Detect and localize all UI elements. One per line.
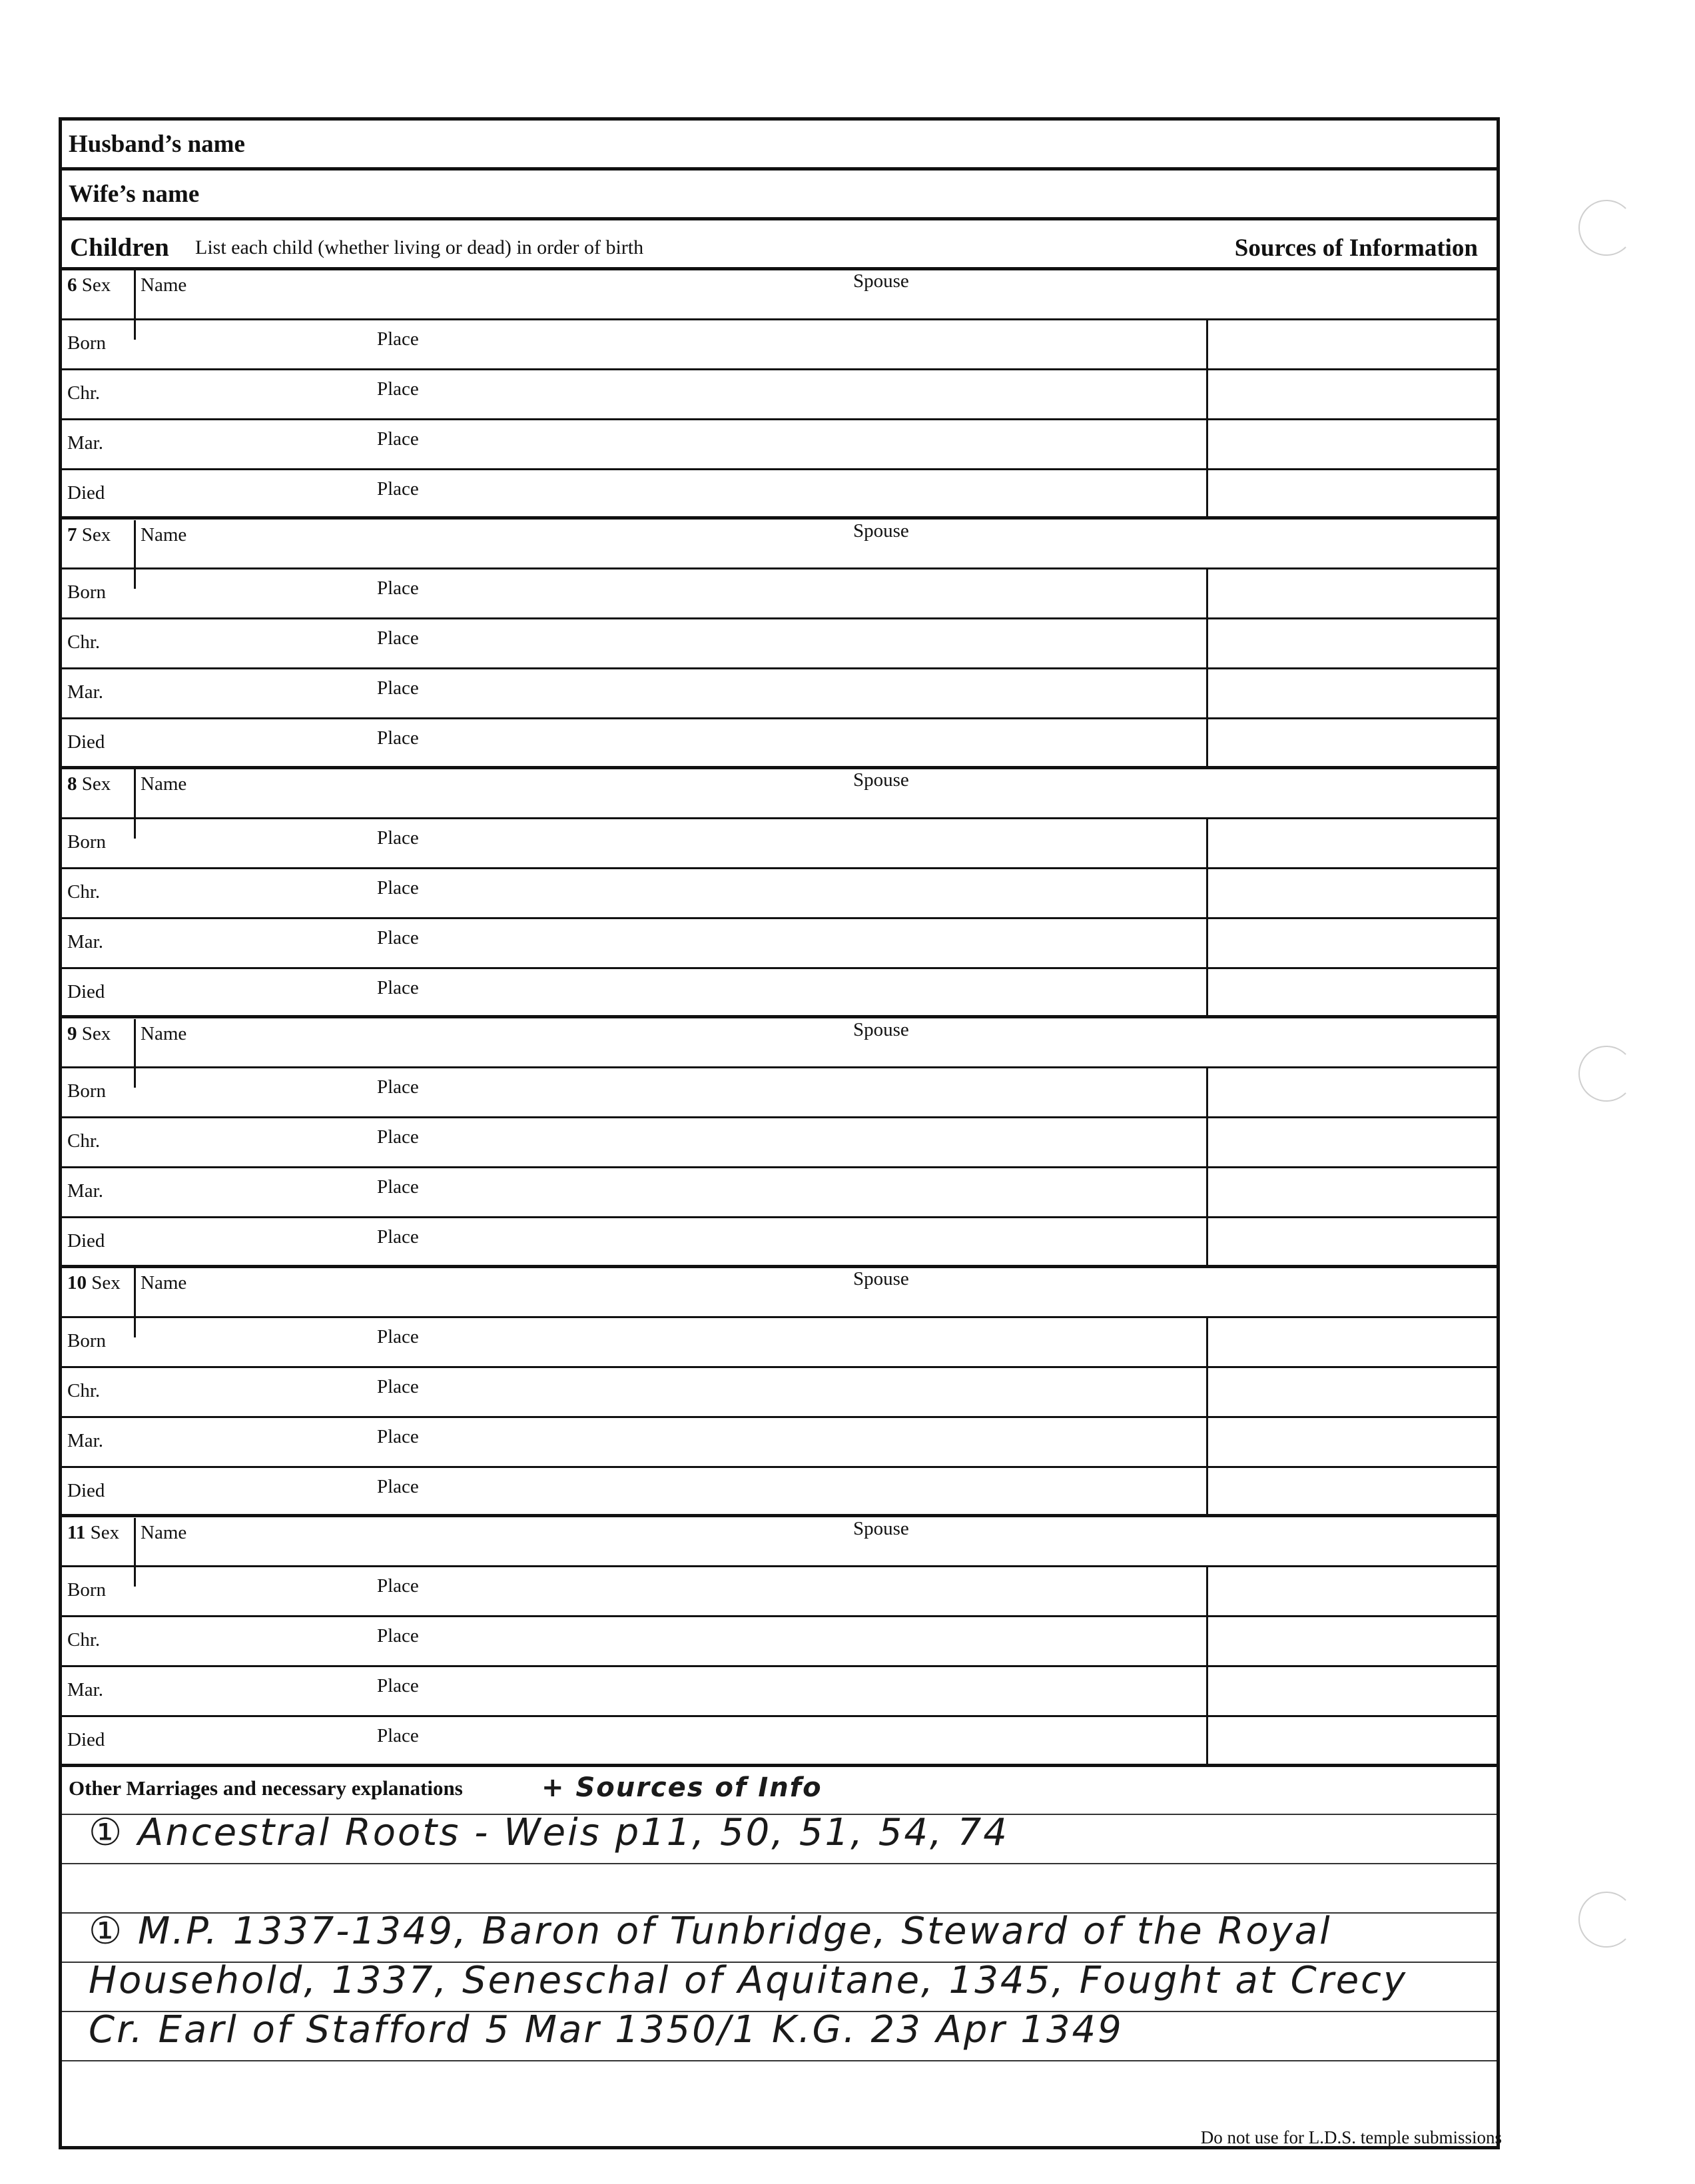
child-block-11 (62, 1518, 1497, 1768)
event-row-chr[interactable] (62, 1118, 1497, 1168)
source-cell[interactable] (1206, 719, 1208, 766)
place-label: Place (377, 1475, 419, 1497)
other-marriages-header-row (62, 1767, 1497, 1815)
source-cell[interactable] (1206, 1617, 1208, 1665)
children-heading: Children (70, 233, 169, 262)
place-label: Place (377, 428, 419, 450)
punch-hole-middle (1578, 1046, 1634, 1102)
place-label: Place (377, 926, 419, 948)
source-cell[interactable] (1206, 1418, 1208, 1466)
event-label: Mar. (67, 681, 103, 703)
footer-note: Do not use for L.D.S. temple submissions (1200, 2127, 1502, 2147)
event-label: Born (67, 1329, 106, 1351)
place-label: Place (377, 1425, 419, 1447)
child-number-sex-label (67, 773, 111, 795)
child-block-7 (62, 520, 1497, 770)
note-line[interactable] (62, 1910, 1497, 1963)
event-row-died[interactable] (62, 1717, 1497, 1767)
event-row-died[interactable] (62, 719, 1497, 769)
source-cell[interactable] (1206, 1218, 1208, 1265)
husband-name-label: Husband’s name (69, 131, 245, 158)
event-row-born[interactable] (62, 1567, 1497, 1617)
source-cell[interactable] (1206, 819, 1208, 867)
source-cell[interactable] (1206, 1068, 1208, 1116)
source-cell[interactable] (1206, 969, 1208, 1016)
source-cell[interactable] (1206, 320, 1208, 368)
note-line[interactable] (62, 1811, 1497, 1864)
child-name-row[interactable] (62, 520, 1497, 570)
event-label: Born (67, 581, 106, 603)
handwritten-note: ① M.P. 1337-1349, Baron of Tunbridge, Steward of the Royal (89, 1910, 1332, 1953)
place-label: Place (377, 328, 419, 350)
place-label: Place (377, 727, 419, 749)
event-label: Chr. (67, 631, 101, 653)
place-label: Place (377, 1126, 419, 1148)
place-label: Place (377, 677, 419, 699)
event-row-died[interactable] (62, 470, 1497, 520)
child-number: 8 (67, 773, 77, 795)
handwritten-note: Household, 1337, Seneschal of Aquitane, 1345, Fought at Crecy (89, 1959, 1408, 2002)
source-cell[interactable] (1206, 669, 1208, 717)
name-label: Name (141, 524, 187, 546)
handwritten-note: ① Ancestral Roots - Weis p11, 50, 51, 54, 74 (89, 1811, 1009, 1854)
child-number-sex-label (67, 1522, 119, 1544)
child-number: 7 (67, 524, 77, 546)
event-label: Died (67, 731, 105, 753)
source-cell[interactable] (1206, 619, 1208, 667)
children-instructions: List each child (whether living or dead) in order of birth (195, 236, 644, 258)
event-row-mar[interactable] (62, 1418, 1497, 1468)
source-cell[interactable] (1206, 420, 1208, 468)
source-cell[interactable] (1206, 1368, 1208, 1416)
event-row-born[interactable] (62, 569, 1497, 619)
event-label: Mar. (67, 1429, 103, 1451)
event-label: Chr. (67, 1379, 101, 1401)
source-cell[interactable] (1206, 1318, 1208, 1366)
event-label: Mar. (67, 930, 103, 952)
place-label: Place (377, 1725, 419, 1747)
event-label: Chr. (67, 1130, 101, 1152)
event-label: Mar. (67, 432, 103, 454)
family-group-form (59, 117, 1500, 2149)
spouse-label: Spouse (853, 520, 909, 542)
child-name-row[interactable] (62, 769, 1497, 819)
place-label: Place (377, 1575, 419, 1597)
place-label: Place (377, 627, 419, 649)
child-block-6 (62, 270, 1497, 520)
event-label: Died (67, 980, 105, 1002)
name-label: Name (141, 773, 187, 795)
event-label: Mar. (67, 1180, 103, 1202)
event-row-born[interactable] (62, 320, 1497, 370)
sex-label: Sex (77, 1022, 111, 1044)
spouse-label: Spouse (853, 1517, 909, 1539)
name-label: Name (141, 1272, 187, 1293)
source-cell[interactable] (1206, 1717, 1208, 1764)
child-number: 11 (67, 1521, 86, 1543)
note-line[interactable] (62, 1864, 1497, 1914)
source-cell[interactable] (1206, 1567, 1208, 1615)
sex-label: Sex (77, 524, 111, 546)
event-label: Died (67, 482, 105, 504)
husband-name-row[interactable] (62, 121, 1497, 171)
handwritten-note: Cr. Earl of Stafford 5 Mar 1350/1 K.G. 23 Apr 1349 (89, 2008, 1124, 2051)
event-row-chr[interactable] (62, 1368, 1497, 1418)
event-label: Died (67, 1729, 105, 1751)
child-block-10 (62, 1268, 1497, 1518)
event-label: Chr. (67, 382, 101, 404)
source-cell[interactable] (1206, 1118, 1208, 1166)
child-block-8 (62, 769, 1497, 1019)
punch-hole-bottom (1578, 1892, 1634, 1948)
event-label: Born (67, 831, 106, 853)
source-cell[interactable] (1206, 1468, 1208, 1515)
source-cell[interactable] (1206, 1168, 1208, 1216)
spouse-label: Spouse (853, 270, 909, 292)
sex-label: Sex (85, 1521, 120, 1543)
source-cell[interactable] (1206, 869, 1208, 917)
event-row-born[interactable] (62, 1318, 1497, 1368)
source-cell[interactable] (1206, 569, 1208, 617)
name-label: Name (141, 274, 187, 296)
place-label: Place (377, 1076, 419, 1098)
spouse-label: Spouse (853, 1268, 909, 1289)
place-label: Place (377, 478, 419, 500)
child-name-row[interactable] (62, 1518, 1497, 1568)
child-number-sex-label (67, 1023, 111, 1045)
event-row-mar[interactable] (62, 1667, 1497, 1717)
event-label: Died (67, 1479, 105, 1501)
event-row-chr[interactable] (62, 1617, 1497, 1667)
place-label: Place (377, 1226, 419, 1248)
event-label: Chr. (67, 1629, 101, 1651)
place-label: Place (377, 378, 419, 400)
sex-label: Sex (77, 773, 111, 795)
place-label: Place (377, 1625, 419, 1647)
sex-label: Sex (77, 274, 111, 296)
child-number-sex-label (67, 524, 111, 546)
event-row-chr[interactable] (62, 370, 1497, 420)
spouse-label: Spouse (853, 769, 909, 791)
event-label: Mar. (67, 1679, 103, 1701)
source-cell[interactable] (1206, 919, 1208, 967)
place-label: Place (377, 877, 419, 899)
punch-hole-top (1578, 200, 1634, 256)
source-cell[interactable] (1206, 1667, 1208, 1715)
place-label: Place (377, 1325, 419, 1347)
event-label: Born (67, 332, 106, 354)
note-line[interactable] (62, 2008, 1497, 2061)
event-row-mar[interactable] (62, 420, 1497, 470)
child-number: 9 (67, 1022, 77, 1044)
child-number: 10 (67, 1272, 87, 1293)
event-row-born[interactable] (62, 819, 1497, 869)
child-number: 6 (67, 274, 77, 296)
place-label: Place (377, 976, 419, 998)
child-number-sex-label (67, 1272, 121, 1294)
spouse-label: Spouse (853, 1018, 909, 1040)
place-label: Place (377, 1375, 419, 1397)
event-row-chr[interactable] (62, 869, 1497, 919)
event-row-died[interactable] (62, 1218, 1497, 1268)
event-label: Died (67, 1230, 105, 1252)
event-row-born[interactable] (62, 1068, 1497, 1118)
children-header-row (62, 220, 1497, 270)
event-row-chr[interactable] (62, 619, 1497, 669)
sources-heading: Sources of Information (1234, 234, 1478, 262)
event-label: Born (67, 1579, 106, 1601)
child-name-row[interactable] (62, 270, 1497, 320)
source-cell[interactable] (1206, 370, 1208, 418)
event-row-mar[interactable] (62, 669, 1497, 719)
event-label: Chr. (67, 881, 101, 903)
name-label: Name (141, 1022, 187, 1044)
place-label: Place (377, 577, 419, 599)
place-label: Place (377, 827, 419, 849)
event-label: Born (67, 1080, 106, 1102)
child-name-row[interactable] (62, 1268, 1497, 1318)
name-label: Name (141, 1521, 187, 1543)
wife-name-label: Wife’s name (69, 181, 200, 208)
child-number-sex-label (67, 274, 111, 296)
child-name-row[interactable] (62, 1019, 1497, 1069)
source-cell[interactable] (1206, 470, 1208, 517)
handwritten-sources-heading: + Sources of Info (541, 1772, 823, 1803)
other-marriages-label: Other Marriages and necessary explanations (69, 1776, 463, 1800)
event-row-mar[interactable] (62, 919, 1497, 969)
sex-label: Sex (87, 1272, 121, 1293)
place-label: Place (377, 1176, 419, 1198)
event-row-died[interactable] (62, 1468, 1497, 1518)
event-row-died[interactable] (62, 969, 1497, 1019)
child-block-9 (62, 1019, 1497, 1269)
note-line[interactable] (62, 1959, 1497, 2012)
event-row-mar[interactable] (62, 1168, 1497, 1218)
place-label: Place (377, 1675, 419, 1697)
wife-name-row[interactable] (62, 171, 1497, 220)
